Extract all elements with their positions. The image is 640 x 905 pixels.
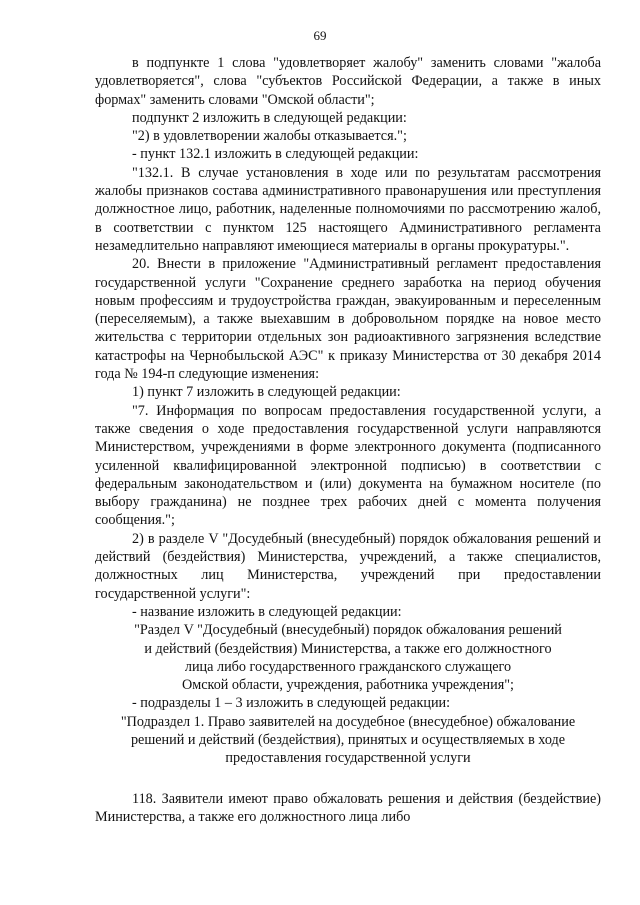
paragraph: 2) в разделе V "Досудебный (внесудебный) порядок обжалования решений и действий (бездействия) Министерства, учреждений, а также специалистов, должностных лиц Министерства, учреждений при предоставлении государственной услуги": <box>95 530 601 602</box>
paragraph: 118. Заявители имеют право обжаловать решения и действия (бездействие) Министерства, а также его должностного лица либо <box>95 790 601 825</box>
page-number: 69 <box>313 28 327 43</box>
paragraph: 1) пункт 7 изложить в следующей редакции: <box>132 384 401 401</box>
paragraph: - название изложить в следующей редакции: <box>132 603 402 620</box>
document-body <box>95 54 601 826</box>
paragraph: в подпункте 1 слова "удовлетворяет жалобу" заменить словами "жалоба удовлетворяется", слова "субъектов Российской Федерации, а также в иных формах" заменить словами "Омской области"; <box>95 55 601 108</box>
paragraph: 20. Внести в приложение "Административный регламент предоставления государственной услуги "Сохранение среднего заработка на период обучения новым профессиям и трудоустройства граждан, эвакуированным и переселенным (переселяемым), а также выехавшим в добровольном порядке на новое место жительства с территории отдельных зон радиоактивного загрязнения вследствие катастрофы на Чернобыльской АЭС" к приказу Министерства от 30 декабря 2014 года № 194-п следующие изменения: <box>95 256 601 383</box>
centered-line: "Подраздел 1. Право заявителей на досудебное (внесудебное) обжалование <box>120 713 576 730</box>
subsection-title-block <box>95 713 601 768</box>
paragraph: "7. Информация по вопросам предоставления государственной услуги, а также сведения о ходе предоставления государственной услуги направляются Министерством, учреждениями в форме электронного документа (подписанного усиленной квалифицированной электронной подписью) в соответствии с федеральным законодательством и (или) документа на бумажном носителе (по выбору гражданина) не позднее трех рабочих дней с момента получения сообщения."; <box>95 402 601 529</box>
centered-line: "Раздел V "Досудебный (внесудебный) порядок обжалования решений <box>134 622 562 639</box>
centered-line: Омской области, учреждения, работника учреждения"; <box>182 677 514 694</box>
paragraph: подпункт 2 изложить в следующей редакции: <box>132 109 407 126</box>
paragraph: - подразделы 1 – 3 изложить в следующей редакции: <box>132 695 451 712</box>
centered-line: решений и действий (бездействия), принятых и осуществляемых в ходе <box>130 731 566 748</box>
centered-line: предоставления государственной услуги <box>225 750 471 767</box>
spacer <box>95 768 601 790</box>
paragraph: "2) в удовлетворении жалобы отказывается."; <box>132 128 407 145</box>
paragraph: - пункт 132.1 изложить в следующей редакции: <box>132 146 419 163</box>
paragraph: "132.1. В случае установления в ходе или по результатам рассмотрения жалобы признаков состава административного правонарушения или преступления должностное лицо, работник, наделенные полномочиями по рассмотрению жалоб, в соответствии с пунктом 125 настоящего Административного регламента незамедлительно направляют имеющиеся материалы в органы прокуратуры.". <box>95 164 601 254</box>
centered-line: лица либо государственного гражданского служащего <box>184 658 512 675</box>
section-title-block <box>95 621 601 694</box>
centered-line: и действий (бездействия) Министерства, а также его должностного <box>144 640 552 657</box>
